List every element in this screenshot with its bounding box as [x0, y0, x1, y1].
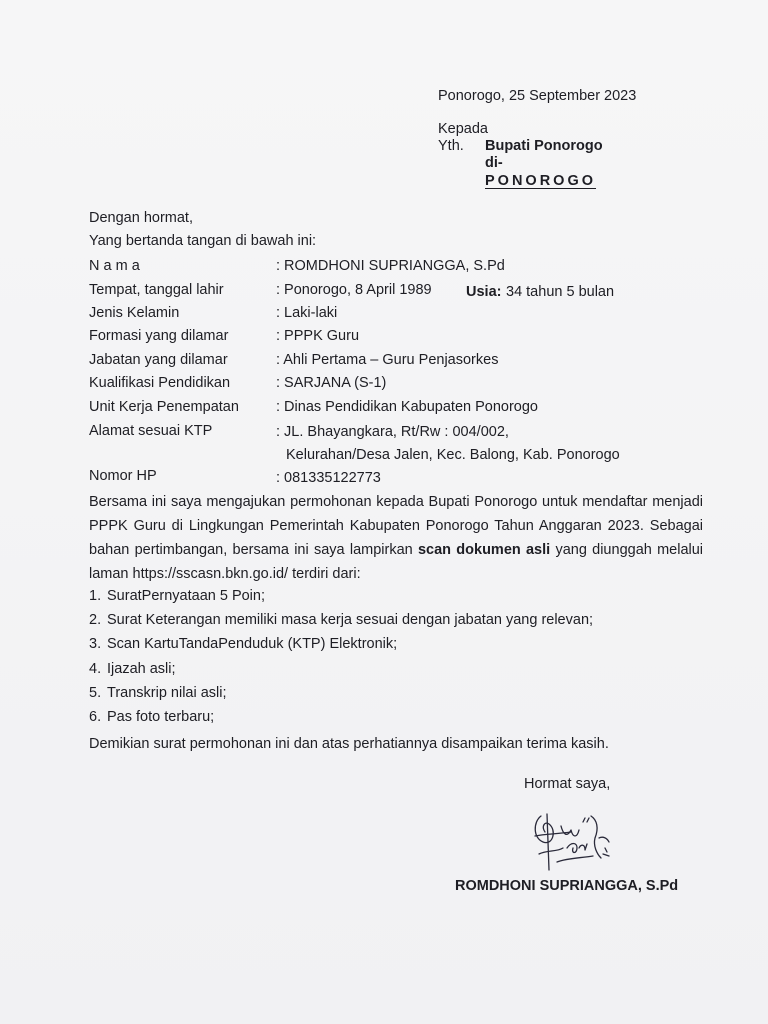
list-item-number: 6. — [89, 709, 102, 726]
body-paragraph — [89, 490, 703, 586]
list-item-text: Scan KartuTandaPenduduk (KTP) Elektronik; — [107, 636, 398, 653]
body-line-3 — [89, 538, 703, 562]
field-label-jabatan: Jabatan yang dilamar — [89, 352, 228, 368]
body-line-4: laman https://sscasn.bkn.go.id/ terdiri dari: — [89, 566, 361, 582]
field-label-jk: Jenis Kelamin — [89, 305, 180, 321]
usia-label: Usia: — [466, 284, 502, 300]
list-item-number: 4. — [89, 660, 102, 677]
list-item-number: 5. — [89, 684, 102, 701]
signer-name: ROMDHONI SUPRIANGGA, S.Pd — [455, 878, 679, 894]
usia-value: 34 tahun 5 bulan — [506, 284, 615, 300]
field-value-kualifikasi: : SARJANA (S-1) — [276, 375, 387, 391]
list-item-text: Transkrip nilai asli; — [107, 684, 227, 701]
closing-text: Demikian surat permohonan ini dan atas perhatiannya disampaikan terima kasih. — [89, 736, 609, 752]
field-value-hp: : 081335122773 — [276, 470, 381, 486]
list-item-number: 1. — [89, 588, 102, 604]
list-item — [89, 632, 593, 656]
field-value-alamat: : JL. Bhayangkara, Rt/Rw : 004/002, — [276, 424, 509, 440]
place-date: Ponorogo, 25 September 2023 — [438, 88, 637, 104]
field-value-alamat-line2: Kelurahan/Desa Jalen, Kec. Balong, Kab. Ponorogo — [286, 447, 620, 463]
kepada-label: Kepada — [438, 121, 488, 137]
field-label-alamat: Alamat sesuai KTP — [89, 423, 213, 439]
salutation: Dengan hormat, — [89, 210, 193, 226]
list-item-number: 3. — [89, 636, 102, 653]
regards-text: Hormat saya, — [524, 776, 611, 792]
field-label-formasi: Formasi yang dilamar — [89, 328, 229, 344]
list-item-text: SuratPernyataan 5 Poin; — [107, 588, 265, 604]
list-item-text: Surat Keterangan memiliki masa kerja sesuai dengan jabatan yang relevan; — [107, 612, 594, 629]
body-line-2: PPPK Guru di Lingkungan Pemerintah Kabupaten Ponorogo Tahun Anggaran 2023. Sebagai — [89, 518, 703, 534]
field-label-unit: Unit Kerja Penempatan — [89, 399, 239, 415]
list-item — [89, 705, 593, 729]
signature-image — [527, 808, 617, 880]
body-line-3-bold: scan dokumen asli — [417, 542, 551, 558]
field-value-nama: : ROMDHONI SUPRIANGGA, S.Pd — [276, 258, 505, 274]
field-label-nama: N a m a — [89, 258, 140, 274]
list-item-text: Ijazah asli; — [107, 660, 176, 677]
recipient: Bupati Ponorogo — [485, 138, 603, 154]
intro-text: Yang bertanda tangan di bawah ini: — [89, 233, 317, 249]
field-value-ttl: : Ponorogo, 8 April 1989 — [276, 282, 432, 298]
recipient-di: di- — [485, 155, 503, 171]
recipient-city: PONOROGO — [485, 173, 597, 189]
field-label-hp: Nomor HP — [89, 468, 157, 484]
list-item — [89, 657, 593, 681]
field-label-kualifikasi: Kualifikasi Pendidikan — [89, 375, 231, 391]
field-value-unit: : Dinas Pendidikan Kabupaten Ponorogo — [276, 399, 538, 415]
field-value-jabatan: : Ahli Pertama – Guru Penjasorkes — [276, 352, 499, 368]
field-value-jk: : Laki-laki — [276, 305, 338, 321]
yth-label: Yth. — [438, 138, 464, 154]
field-label-ttl: Tempat, tanggal lahir — [89, 282, 224, 298]
list-item-number: 2. — [89, 612, 102, 629]
list-item — [89, 584, 593, 608]
body-line-1: Bersama ini saya mengajukan permohonan kepada Bupati Ponorogo untuk mendaftar menjadi — [89, 494, 703, 510]
body-line-3-pre: bahan pertimbangan, bersama ini saya lampirkan — [89, 542, 413, 558]
attachment-list — [89, 584, 593, 729]
body-line-3-post: yang diunggah melalui — [555, 542, 704, 558]
list-item-text: Pas foto terbaru; — [107, 709, 215, 726]
list-item — [89, 608, 593, 632]
list-item — [89, 681, 593, 705]
field-value-formasi: : PPPK Guru — [276, 328, 360, 344]
